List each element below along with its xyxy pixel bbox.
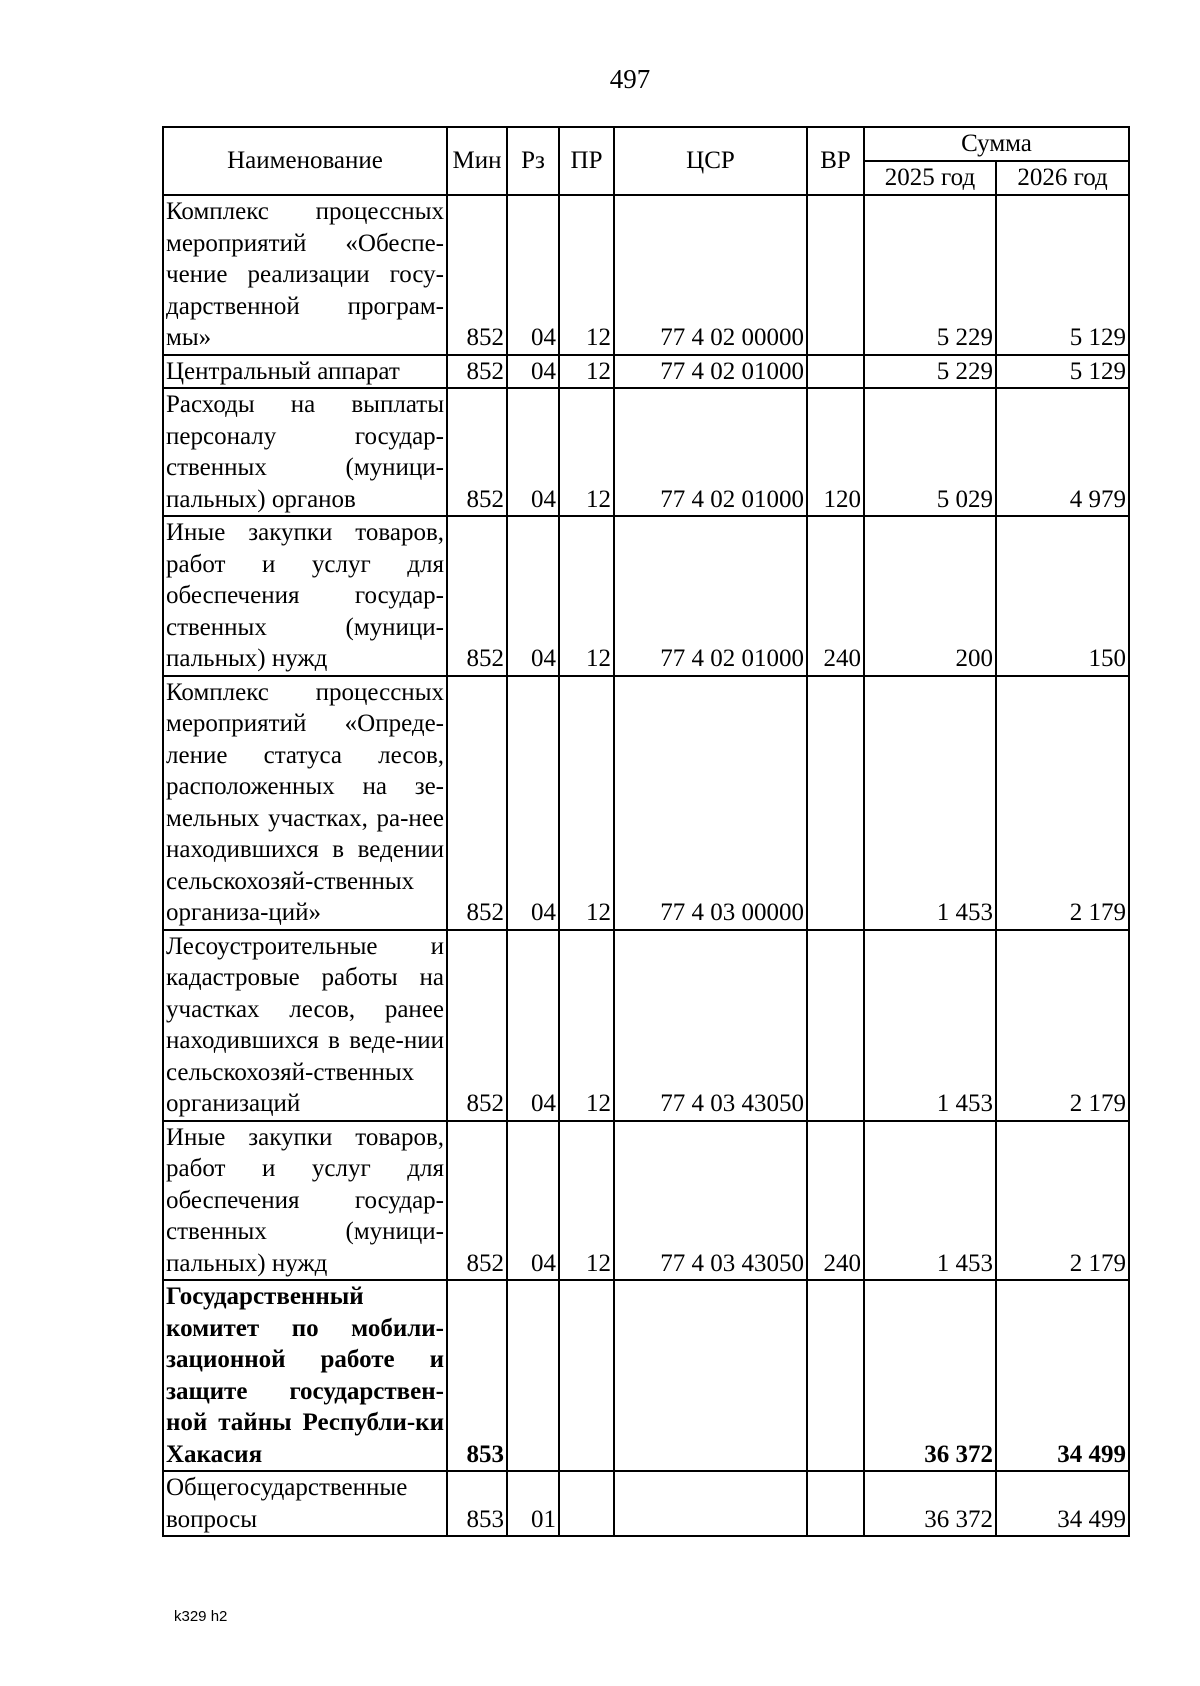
budget-table [162, 126, 1130, 1537]
cell-2025: 5 229 [864, 355, 996, 389]
cell-name: Комплекс процессных мероприятий «Опреде-ление статуса лесов, расположенных на зе-мельных участках, ра-нее находившихся в ведении сельскохозяй-ственных организа-ций» [163, 676, 447, 930]
cell-name: Расходы на выплаты персоналу государ-ственных (муници-пальных) органов [163, 388, 447, 516]
cell-2025: 1 453 [864, 1121, 996, 1281]
cell-rz: 04 [507, 930, 559, 1121]
cell-vr [807, 1280, 864, 1471]
table-row [163, 388, 1129, 516]
header-row [163, 127, 1129, 161]
header-vr: ВР [807, 127, 864, 195]
cell-vr: 240 [807, 516, 864, 676]
cell-rz: 04 [507, 1121, 559, 1281]
table-body [163, 195, 1129, 1536]
cell-csr: 77 4 02 01000 [614, 516, 807, 676]
cell-pr: 12 [559, 195, 614, 355]
cell-min: 852 [447, 195, 507, 355]
cell-2026: 5 129 [996, 195, 1129, 355]
cell-csr: 77 4 03 43050 [614, 1121, 807, 1281]
cell-2025: 1 453 [864, 676, 996, 930]
cell-name: Центральный аппарат [163, 355, 447, 389]
header-2026: 2026 год [996, 161, 1129, 195]
cell-name: Общегосударственные вопросы [163, 1471, 447, 1536]
cell-pr [559, 1280, 614, 1471]
cell-min: 852 [447, 676, 507, 930]
table-row [163, 355, 1129, 389]
cell-2026: 4 979 [996, 388, 1129, 516]
cell-2026: 34 499 [996, 1280, 1129, 1471]
cell-csr: 77 4 03 43050 [614, 930, 807, 1121]
cell-name: Лесоустроительные и кадастровые работы на участках лесов, ранее находившихся в веде-нии сельскохозяй-ственных организаций [163, 930, 447, 1121]
cell-rz: 04 [507, 516, 559, 676]
header-csr: ЦСР [614, 127, 807, 195]
cell-vr [807, 676, 864, 930]
cell-name: Комплекс процессных мероприятий «Обеспе-чение реализации госу-дарственной програм-мы» [163, 195, 447, 355]
cell-pr: 12 [559, 930, 614, 1121]
cell-2026: 2 179 [996, 1121, 1129, 1281]
cell-name: Иные закупки товаров, работ и услуг для обеспечения государ-ственных (муници-пальных) нужд [163, 1121, 447, 1281]
cell-2025: 200 [864, 516, 996, 676]
cell-csr [614, 1471, 807, 1536]
cell-2025: 1 453 [864, 930, 996, 1121]
cell-name: Государственный комитет по мобили-зационной работе и защите государствен-ной тайны Республи-ки Хакасия [163, 1280, 447, 1471]
cell-vr [807, 355, 864, 389]
cell-min: 852 [447, 516, 507, 676]
cell-min: 852 [447, 1121, 507, 1281]
page-number: 497 [609, 64, 651, 94]
cell-vr: 240 [807, 1121, 864, 1281]
table-row [163, 1280, 1129, 1471]
table-row [163, 676, 1129, 930]
cell-rz [507, 1280, 559, 1471]
cell-vr [807, 930, 864, 1121]
cell-2025: 36 372 [864, 1471, 996, 1536]
cell-2026: 34 499 [996, 1471, 1129, 1536]
table-row [163, 1121, 1129, 1281]
cell-rz: 04 [507, 195, 559, 355]
table-row [163, 930, 1129, 1121]
table-row [163, 516, 1129, 676]
cell-2026: 150 [996, 516, 1129, 676]
cell-vr [807, 195, 864, 355]
cell-2026: 2 179 [996, 930, 1129, 1121]
table-row [163, 195, 1129, 355]
header-2025: 2025 год [864, 161, 996, 195]
cell-vr: 120 [807, 388, 864, 516]
cell-csr: 77 4 02 01000 [614, 355, 807, 389]
cell-2025: 5 029 [864, 388, 996, 516]
cell-rz: 04 [507, 355, 559, 389]
cell-csr: 77 4 02 00000 [614, 195, 807, 355]
cell-min: 852 [447, 388, 507, 516]
footer-code: k329 h2 [174, 1608, 228, 1625]
cell-vr [807, 1471, 864, 1536]
cell-csr [614, 1280, 807, 1471]
header-rz: Рз [507, 127, 559, 195]
cell-pr: 12 [559, 676, 614, 930]
cell-pr: 12 [559, 355, 614, 389]
cell-rz: 04 [507, 388, 559, 516]
cell-pr: 12 [559, 516, 614, 676]
cell-rz: 04 [507, 676, 559, 930]
cell-2026: 2 179 [996, 676, 1129, 930]
cell-2026: 5 129 [996, 355, 1129, 389]
header-sum: Сумма [864, 127, 1129, 161]
cell-csr: 77 4 02 01000 [614, 388, 807, 516]
cell-pr: 12 [559, 388, 614, 516]
table-row [163, 1471, 1129, 1536]
header-min: Мин [447, 127, 507, 195]
cell-pr: 12 [559, 1121, 614, 1281]
header-pr: ПР [559, 127, 614, 195]
cell-min: 852 [447, 930, 507, 1121]
cell-min: 852 [447, 355, 507, 389]
header-name: Наименование [163, 127, 447, 195]
cell-2025: 36 372 [864, 1280, 996, 1471]
cell-min: 853 [447, 1471, 507, 1536]
cell-name: Иные закупки товаров, работ и услуг для обеспечения государ-ственных (муници-пальных) нужд [163, 516, 447, 676]
cell-pr [559, 1471, 614, 1536]
cell-min: 853 [447, 1280, 507, 1471]
cell-2025: 5 229 [864, 195, 996, 355]
cell-rz: 01 [507, 1471, 559, 1536]
cell-csr: 77 4 03 00000 [614, 676, 807, 930]
